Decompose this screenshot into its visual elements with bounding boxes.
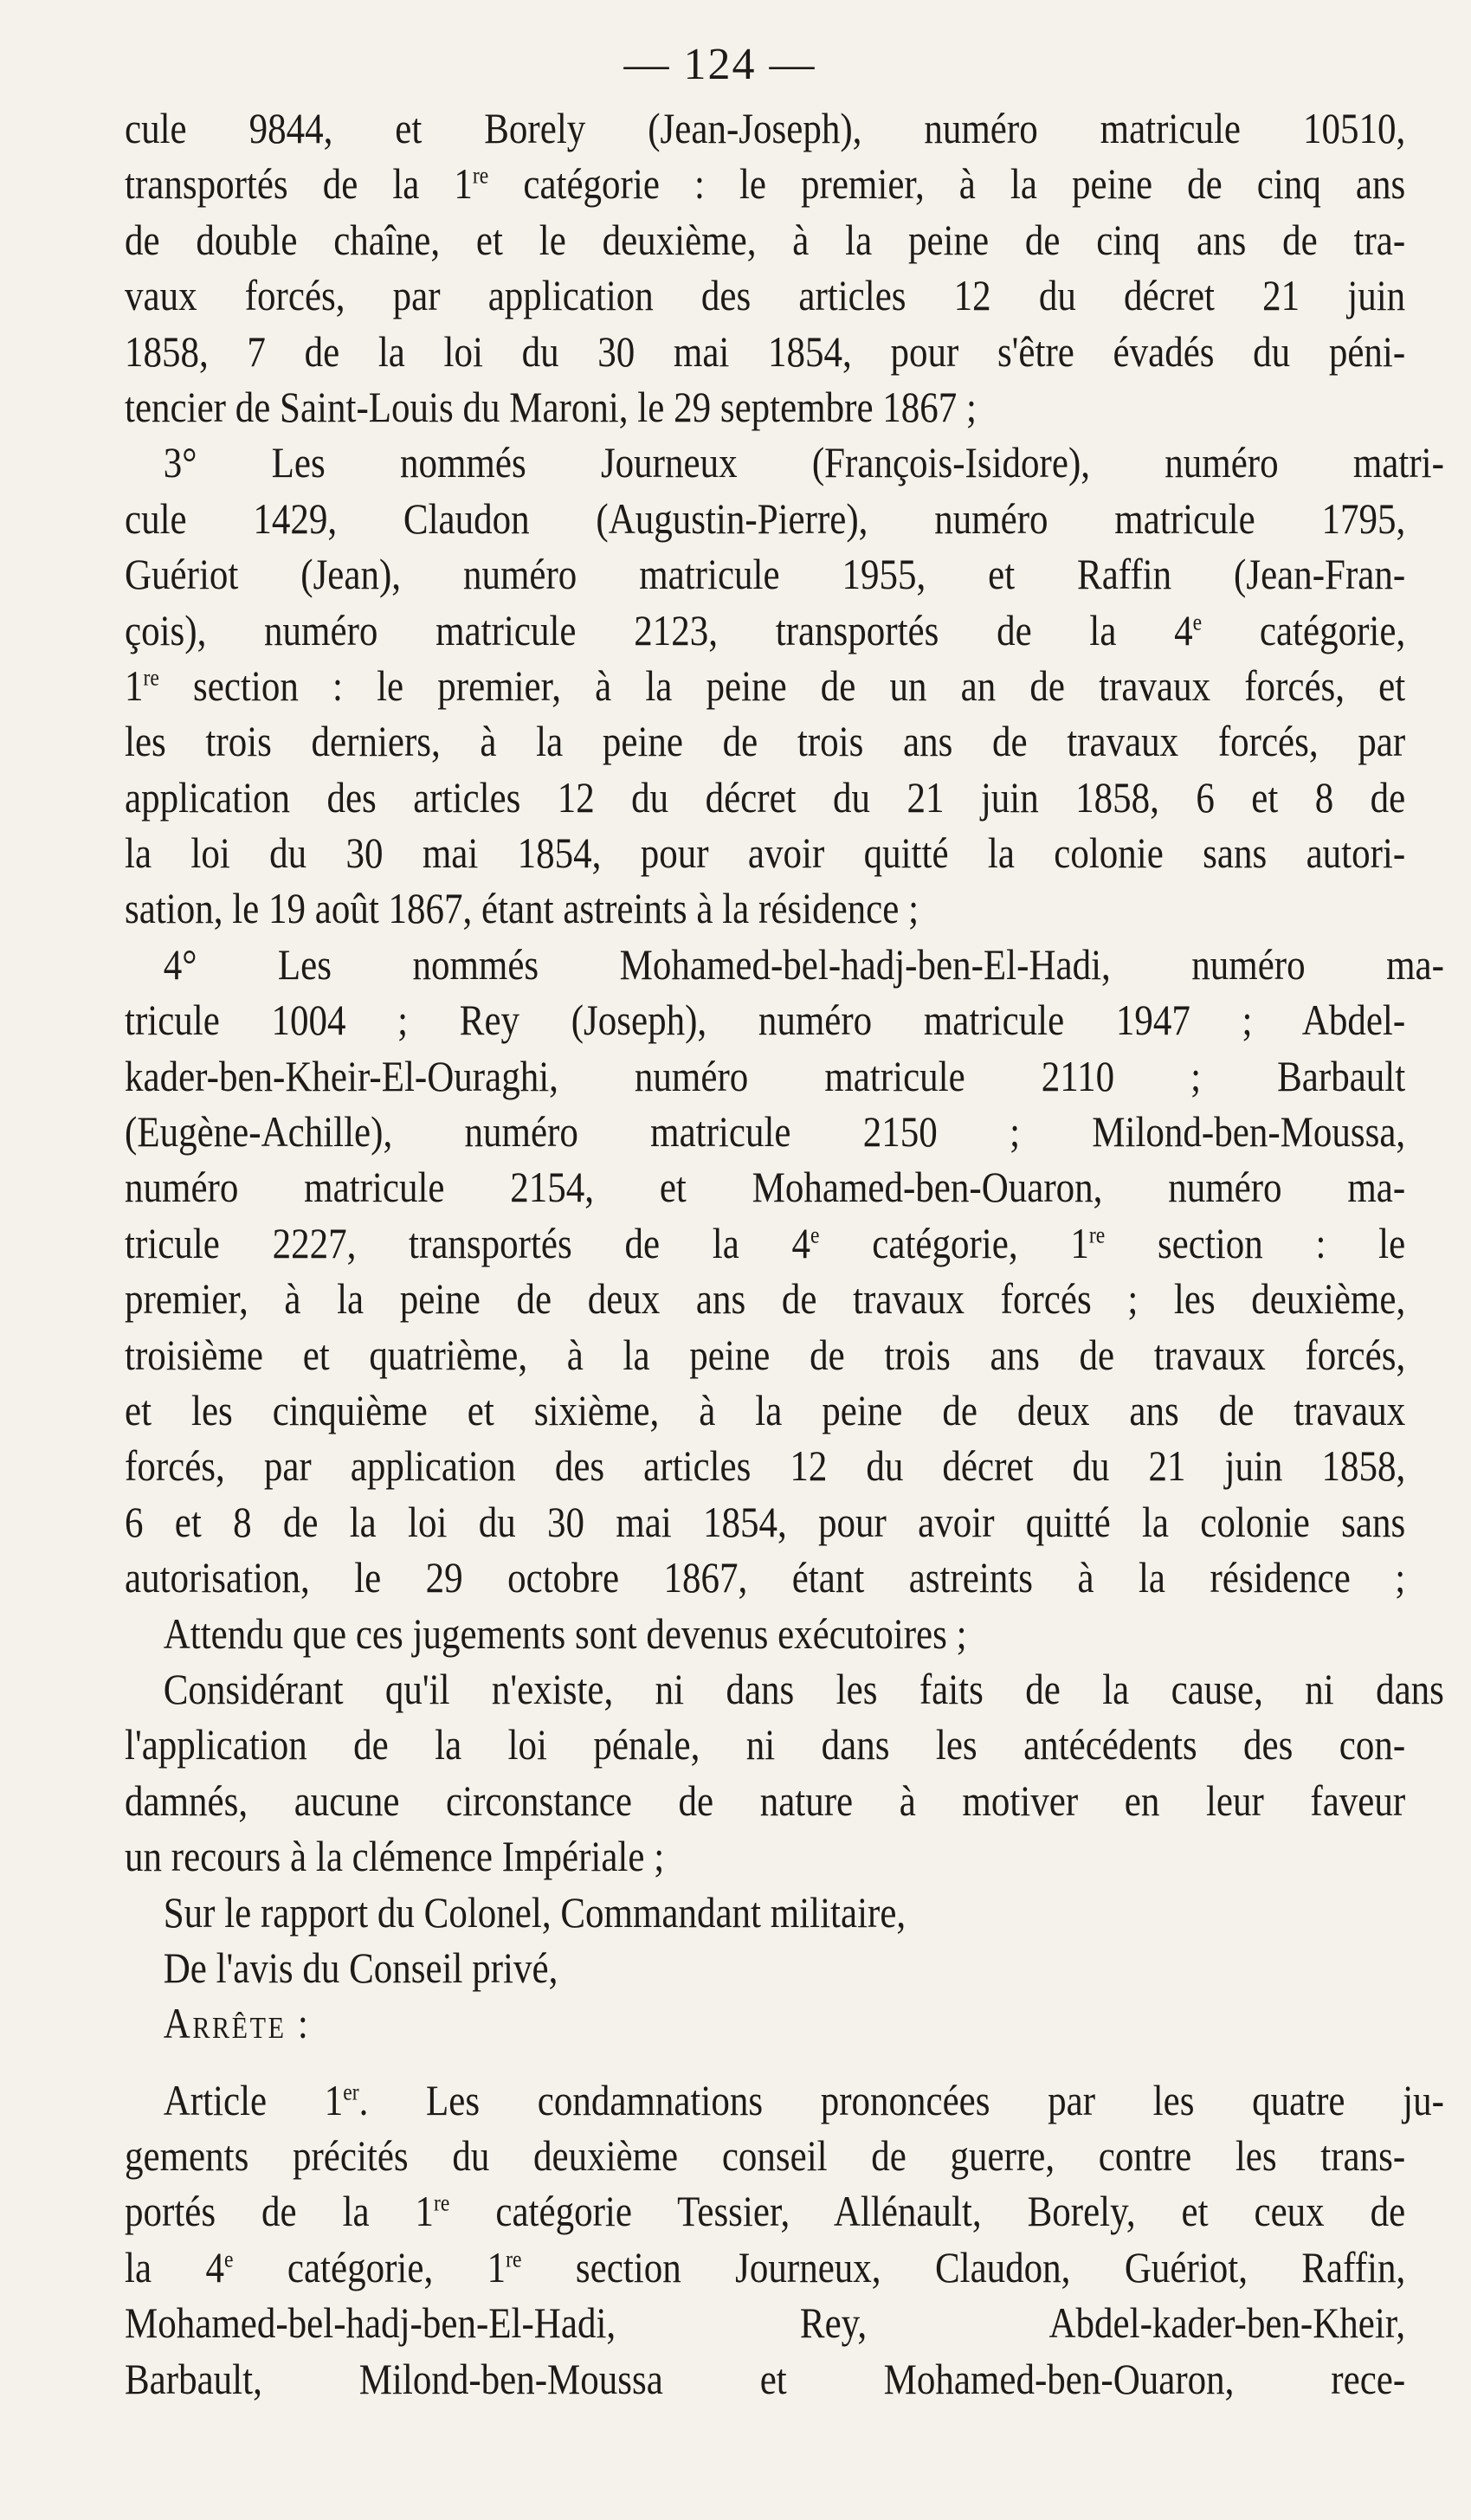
text-line: tricule 2227, transportés de la 4e catégorie, 1re section : le <box>125 1218 1406 1267</box>
text-line: cule 9844, et Borely (Jean-Joseph), numéro matricule 10510, <box>125 104 1406 152</box>
text-line: forcés, par application des articles 12 du décret du 21 juin 1858, <box>125 1441 1406 1491</box>
text-line: application des articles 12 du décret du 21 juin 1858, 6 et 8 de <box>125 772 1406 822</box>
text-line: Barbault, Milond-ben-Moussa et Mohamed-ben-Ouaron, rece- <box>125 2354 1406 2403</box>
text-line: Article 1er. Les condamnations prononcées par les quatre ju- <box>163 2075 1444 2124</box>
text-line: tencier de Saint-Louis du Maroni, le 29 septembre 1867 ; <box>125 382 977 431</box>
text-line: çois), numéro matricule 2123, transportés de la 4e catégorie, <box>125 605 1406 654</box>
text-line: premier, à la peine de deux ans de travaux forcés ; les deuxième, <box>125 1274 1406 1324</box>
text-line: sation, le 19 août 1867, étant astreints à la résidence ; <box>125 884 919 933</box>
text-line: et les cinquième et sixième, à la peine de deux ans de travaux <box>125 1385 1406 1434</box>
body-text <box>125 100 1444 2407</box>
text-line: Considérant qu'il n'existe, ni dans les faits de la cause, ni dans <box>163 1664 1444 1713</box>
text-line: troisième et quatrième, à la peine de trois ans de travaux forcés, <box>125 1330 1406 1379</box>
text-line: la loi du 30 mai 1854, pour avoir quitté la colonie sans autori- <box>125 828 1406 878</box>
text-line: damnés, aucune circonstance de nature à motiver en leur faveur <box>125 1776 1406 1825</box>
text-line: 1re section : le premier, à la peine de un an de travaux forcés, et <box>125 661 1406 710</box>
text-line: les trois derniers, à la peine de trois ans de travaux forcés, par <box>125 717 1406 766</box>
text-line: tricule 1004 ; Rey (Joseph), numéro matricule 1947 ; Abdel- <box>125 996 1406 1045</box>
text-line: cule 1429, Claudon (Augustin-Pierre), numéro matricule 1795, <box>125 493 1406 543</box>
text-line: Sur le rapport du Colonel, Commandant militaire, <box>163 1887 906 1937</box>
text-line: l'application de la loi pénale, ni dans les antécédents des con- <box>125 1720 1406 1769</box>
text-line: autorisation, le 29 octobre 1867, étant astreints à la résidence ; <box>125 1553 1406 1602</box>
text-line: vaux forcés, par application des articles 12 du décret 21 juin <box>125 271 1406 320</box>
text-line: (Eugène-Achille), numéro matricule 2150 ; Milond-ben-Moussa, <box>125 1107 1406 1157</box>
text-line: numéro matricule 2154, et Mohamed-ben-Ouaron, numéro ma- <box>125 1163 1406 1212</box>
text-line: la 4e catégorie, 1re section Journeux, Claudon, Guériot, Raffin, <box>125 2242 1406 2291</box>
text-line: de double chaîne, et le deuxième, à la peine de cinq ans de tra- <box>125 215 1406 264</box>
text-line: 6 et 8 de la loi du 30 mai 1854, pour avoir quitté la colonie sans <box>125 1497 1406 1546</box>
text-line: gements précités du deuxième conseil de guerre, contre les trans- <box>125 2131 1406 2181</box>
text-line: 3° Les nommés Journeux (François-Isidore), numéro matri- <box>163 438 1444 487</box>
text-line: Mohamed-bel-hadj-ben-El-Hadi, Rey, Abdel-kader-ben-Kheir, <box>125 2298 1406 2348</box>
text-line: portés de la 1re catégorie Tessier, Allénault, Borely, et ceux de <box>125 2187 1406 2236</box>
text-line: 1858, 7 de la loi du 30 mai 1854, pour s'être évadés du péni- <box>125 326 1406 376</box>
text-line: Attendu que ces jugements sont devenus exécutoires ; <box>163 1608 967 1658</box>
text-line: un recours à la clémence Impériale ; <box>125 1832 665 1881</box>
text-line: Guériot (Jean), numéro matricule 1955, et Raffin (Jean-Fran- <box>125 550 1406 599</box>
text-line: kader-ben-Kheir-El-Ouraghi, numéro matricule 2110 ; Barbault <box>125 1051 1406 1100</box>
text-line: Arrête : <box>163 1999 311 2048</box>
page-number: — 124 — <box>623 40 816 89</box>
text-line: De l'avis du Conseil privé, <box>163 1943 558 1992</box>
text-line: 4° Les nommés Mohamed-bel-hadj-ben-El-Hadi, numéro ma- <box>163 939 1444 989</box>
text-line: transportés de la 1re catégorie : le premier, à la peine de cinq ans <box>125 159 1406 209</box>
